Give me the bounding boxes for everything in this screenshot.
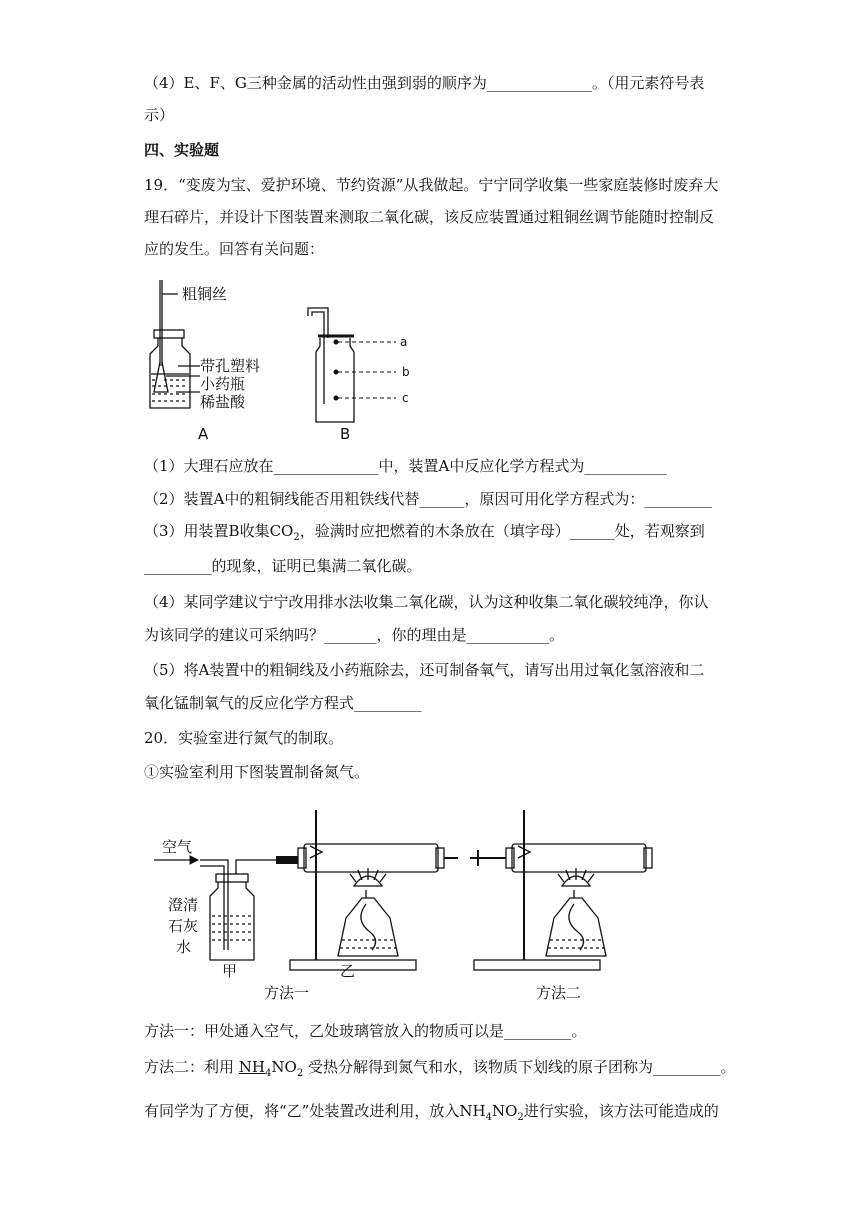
q19-part4-line2: 为该同学的建议可采纳吗？_______，你的理由是___________。 (144, 626, 565, 644)
nh-text-2: NH (459, 1102, 486, 1120)
label-yi: 乙 (340, 962, 356, 980)
q20-method1: 方法一：甲处通入空气，乙处玻璃管放入的物质可以是_________。 (144, 1022, 587, 1040)
label-b-caption: B (340, 425, 351, 443)
tube-setup-2 (470, 810, 652, 970)
q19-part2: （2）装置A中的粗铜线能否用粗铁线代替______，原因可用化学方程式为：_________ (144, 490, 712, 508)
label-a: a (400, 335, 408, 349)
q19-stem-line2: 理石碎片，并设计下图装置来测取二氧化碳，该反应装置通过粗铜丝调节能随时控制反 (144, 208, 715, 226)
q19-part5-line2: 氧化锰制氧气的反应化学方程式_________ (144, 694, 422, 712)
label-jia: 甲 (222, 962, 238, 980)
label-limewater-3: 水 (176, 938, 192, 956)
label-acid: 稀盐酸 (200, 393, 246, 411)
label-c: c (402, 391, 409, 405)
q20-method2 (144, 1056, 736, 1085)
air-arrow (154, 856, 198, 864)
section-heading: 四、实验题 (144, 141, 220, 159)
q19-part5-line1: （5）将A装置中的粗铜线及小药瓶除去，还可制备氧气，请写出用过氧化氢溶液和二 (144, 661, 705, 679)
q19-stem-line3: 应的发生。回答有关问题： (144, 240, 325, 258)
q19-part3-line1 (144, 520, 705, 549)
label-b: b (402, 365, 410, 379)
h-subscript-2: 4 (485, 1112, 492, 1123)
o-subscript: 2 (296, 1068, 304, 1079)
figure-apparatus-ab (140, 276, 440, 446)
markers-abc (334, 340, 397, 401)
q20-method2-text-a: 方法二：利用 (144, 1058, 235, 1076)
label-wire: 粗铜丝 (182, 285, 228, 303)
q19-part3-text-a: （3）用装置B收集CO (144, 522, 294, 540)
q18-part4-line2: 示） (144, 106, 175, 124)
apparatus-b (308, 308, 354, 422)
q20-stem: 20．实验室进行氮气的制取。 (144, 729, 344, 747)
no-text-2: NO (491, 1102, 518, 1120)
q19-part3-line2: _________的现象，证明已集满二氧化碳。 (144, 557, 422, 575)
q20-method3-text-a: 有同学为了方便，将“乙”处装置改进利用，放入 (144, 1102, 460, 1120)
label-limewater-2: 石灰 (168, 917, 199, 935)
q20-sub1: ①实验室利用下图装置制备氮气。 (144, 763, 370, 781)
label-limewater-1: 澄清 (168, 896, 199, 914)
nh4no2-formula-underlined (238, 1058, 304, 1079)
nh4no2-formula (459, 1102, 524, 1123)
label-air: 空气 (162, 838, 193, 856)
wash-bottle (200, 860, 276, 960)
q20-method3 (144, 1100, 719, 1129)
o-subscript-2: 2 (517, 1112, 524, 1123)
label-bottle: 带孔塑料 (200, 357, 261, 375)
label-a-caption: A (198, 425, 209, 443)
label-vial: 小药瓶 (200, 375, 246, 393)
tube-setup-1 (290, 810, 458, 970)
q19-part1: （1）大理石应放在______________中，装置A中反应化学方程式为___________ (144, 457, 667, 475)
q20-method2-text-b: 受热分解得到氮气和水，该物质下划线的原子团称为_________。 (307, 1058, 736, 1076)
label-method1: 方法一 (264, 984, 310, 1002)
nh-text: NH (238, 1058, 266, 1076)
q20-method3-text-b: 进行实验，该方法可能造成的 (523, 1102, 719, 1120)
h-subscript: 4 (265, 1068, 272, 1079)
co2-subscript: 2 (293, 532, 300, 543)
q19-part4-line1: （4）某同学建议宁宁改用排水法收集二氧化碳，认为这种收集二氧化碳较纯净，你认 (144, 593, 709, 611)
q19-part3-text-b: ，验满时应把燃着的木条放在（填字母）______处，若观察到 (299, 522, 705, 540)
figure-nitrogen-setup (140, 800, 680, 1010)
label-method2: 方法二 (536, 984, 582, 1002)
q18-part4-line1: （4）E、F、G三种金属的活动性由强到弱的顺序为______________。（用元素符号表 (144, 74, 705, 92)
nh4-group (238, 1058, 272, 1079)
no-text: NO (271, 1058, 297, 1076)
q19-stem-line1: 19．“变废为宝、爱护环境、节约资源”从我做起。宁宁同学收集一些家庭装修时废弃大 (144, 176, 719, 194)
